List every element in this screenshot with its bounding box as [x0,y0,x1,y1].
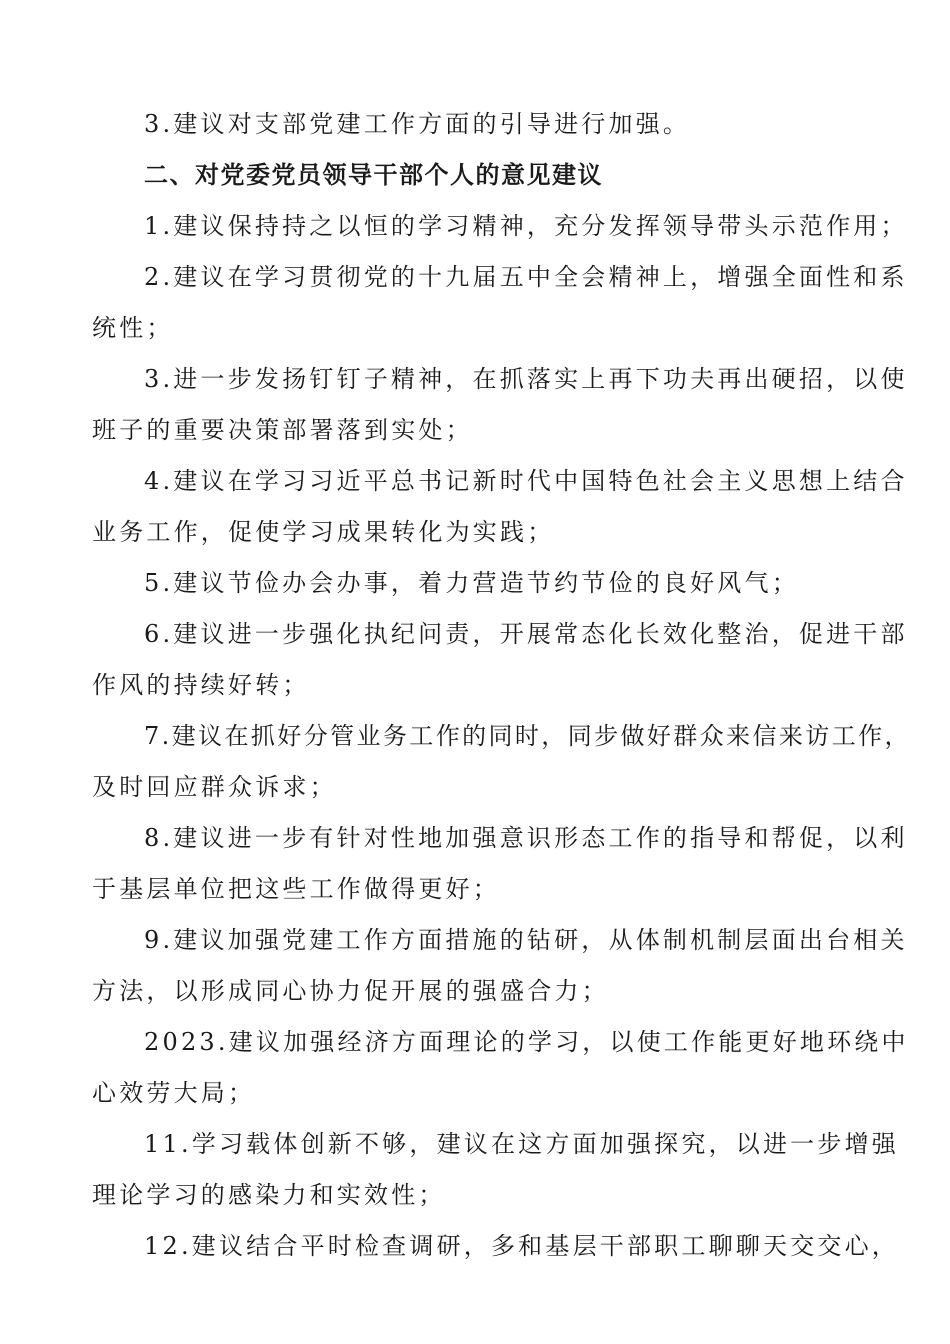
suggestion-12-line-1: 12.建议结合平时检查调研，多和基层干部职工聊聊天交交心， [144,1232,899,1260]
item-3-branch-guidance: 3.建议对支部党建工作方面的引导进行加强。 [144,110,691,138]
suggestion-1: 1.建议保持持之以恒的学习精神，充分发挥领导带头示范作用； [144,212,908,240]
suggestion-8-line-1: 8.建议进一步有针对性地加强意识形态工作的指导和帮促，以利 [144,824,908,852]
suggestion-2-line-2: 统性； [92,314,174,342]
suggestion-2-line-1: 2.建议在学习贯彻党的十九届五中全会精神上，增强全面性和系 [144,263,908,291]
suggestion-8-line-2: 于基层单位把这些工作做得更好； [92,875,500,903]
suggestion-6-line-2: 作风的持续好转； [92,671,310,699]
suggestion-9-line-1: 9.建议加强党建工作方面措施的钻研，从体制机制层面出台相关 [144,926,908,954]
suggestion-3-line-2: 班子的重要决策部署落到实处； [92,416,473,444]
suggestion-6-line-1: 6.建议进一步强化执纪问责，开展常态化长效化整治，促进干部 [144,620,908,648]
suggestion-9-line-2: 方法，以形成同心协力促开展的强盛合力； [92,977,609,1005]
suggestion-4-line-2: 业务工作，促使学习成果转化为实践； [92,518,555,546]
suggestion-10-line-2: 心效劳大局； [92,1079,256,1107]
suggestion-10-line-1: 2023.建议加强经济方面理论的学习，以使工作能更好地环绕中 [144,1028,909,1056]
suggestion-5: 5.建议节俭办会办事，着力营造节约节俭的良好风气； [144,569,799,597]
suggestion-7-line-2: 及时回应群众诉求； [92,773,337,801]
section-heading-2: 二、对党委党员领导干部个人的意见建议 [144,161,603,189]
suggestion-4-line-1: 4.建议在学习习近平总书记新时代中国特色社会主义思想上结合 [144,467,908,495]
suggestion-11-line-1: 11.学习载体创新不够，建议在这方面加强探究，以进一步增强 [144,1130,899,1158]
suggestion-11-line-2: 理论学习的感染力和实效性； [92,1181,446,1209]
suggestion-7-line-1: 7.建议在抓好分管业务工作的同时，同步做好群众来信来访工作， [144,722,911,750]
suggestion-3-line-1: 3.进一步发扬钉钉子精神，在抓落实上再下功夫再出硬招，以使 [144,365,908,393]
